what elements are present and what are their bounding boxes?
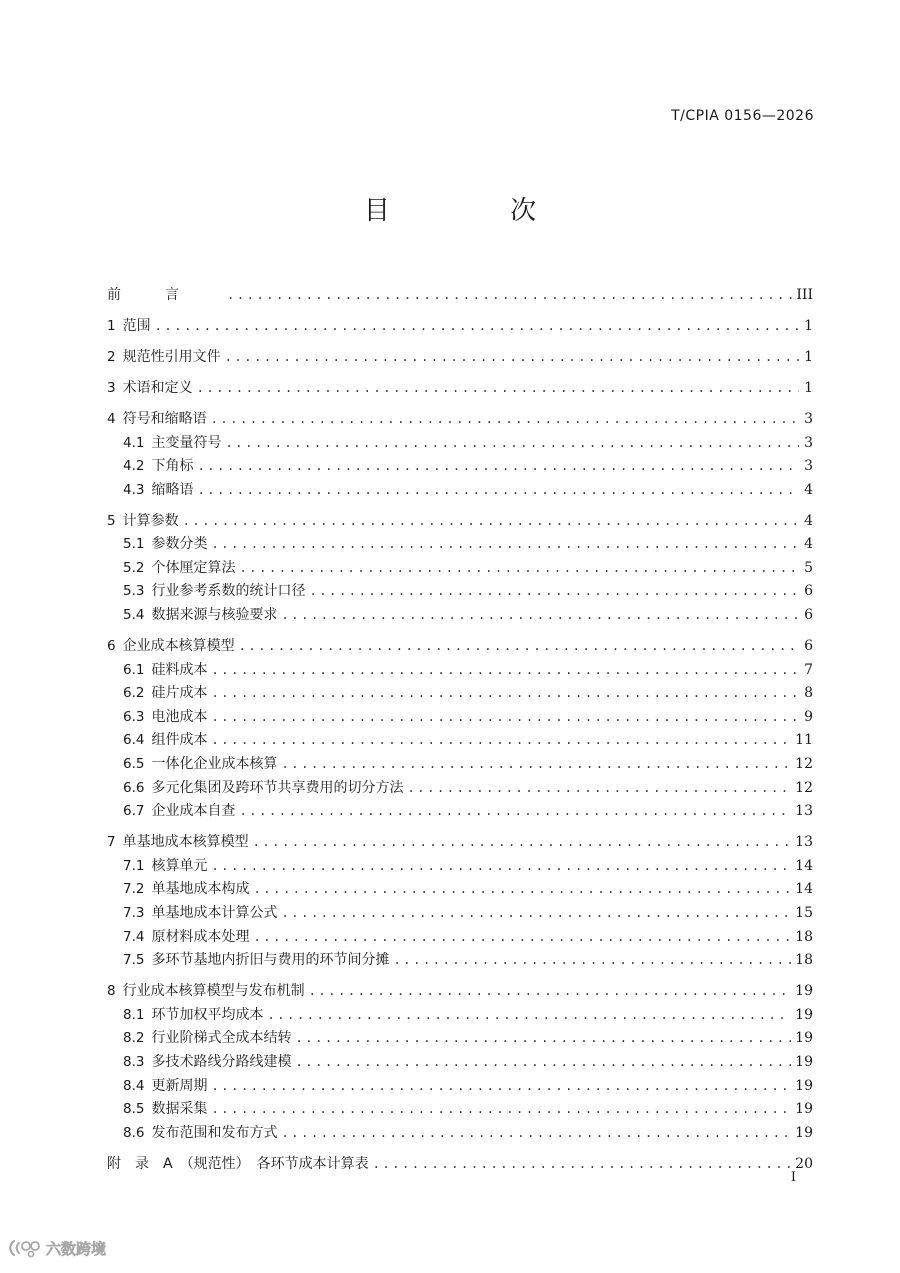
toc-entry-page: 14 [795, 881, 813, 898]
toc-entry[interactable] [107, 949, 813, 973]
toc-dot-leader [197, 455, 799, 479]
toc-entry[interactable] [107, 1122, 813, 1146]
toc-entry[interactable] [107, 284, 813, 308]
toc-entry[interactable] [107, 1004, 813, 1028]
toc-entry-number: 8.5 [123, 1101, 145, 1118]
toc-dot-leader [183, 510, 799, 534]
toc-entry-page: 5 [804, 559, 813, 576]
toc-dot-leader [267, 1004, 791, 1028]
toc-dot-leader [407, 777, 791, 801]
toc-entry-title: 企业成本核算模型 [122, 638, 235, 655]
toc-entry[interactable] [107, 902, 813, 926]
toc-entry-page: 6 [804, 607, 813, 624]
toc-dot-leader [253, 831, 792, 855]
toc-entry-title: 组件成本 [151, 732, 208, 749]
toc-entry-title: 个体厘定算法 [151, 559, 236, 576]
toc-entry-number: 4 [107, 410, 116, 427]
toc-entry-page: 18 [795, 928, 813, 945]
toc-entry-page: 3 [804, 458, 813, 475]
toc-entry[interactable] [107, 557, 813, 581]
toc-entry-title: 主变量符号 [151, 434, 222, 451]
toc-entry-title: 环节加权平均成本 [151, 1006, 264, 1023]
toc-entry-title: 一体化企业成本核算 [151, 756, 278, 773]
toc-entry-title: 行业参考系数的统计口径 [151, 583, 306, 600]
watermark [8, 1237, 106, 1259]
toc-entry-title: 行业成本核算模型与发布机制 [122, 983, 305, 1000]
toc-entry-page: III [796, 287, 813, 303]
toc-dot-leader [239, 635, 799, 659]
toc-dot-leader [211, 855, 791, 879]
toc-entry[interactable] [107, 831, 813, 855]
toc-entry[interactable] [107, 635, 813, 659]
toc-entry-title: 企业成本自查 [151, 803, 236, 820]
toc-entry-title: 发布范围和发布方式 [151, 1124, 278, 1141]
toc-entry-number: 6.6 [123, 779, 145, 796]
toc-entry-title: 单基地成本核算模型 [122, 834, 249, 851]
toc-entry[interactable] [107, 510, 813, 534]
toc-entry[interactable] [107, 408, 813, 432]
toc-entry-title: 数据来源与核验要求 [151, 607, 278, 624]
toc-dot-leader [225, 432, 799, 456]
toc-entry-page: 20 [795, 1155, 813, 1172]
toc-entry-page: 19 [795, 1006, 813, 1023]
toc-entry[interactable] [107, 479, 813, 503]
toc-entry-title: 规范性引用文件 [122, 348, 221, 365]
toc-entry-page: 19 [795, 1101, 813, 1118]
toc-dot-leader [239, 557, 799, 581]
toc-title: 目 次 [363, 196, 593, 226]
toc-entry-page: 12 [795, 779, 813, 796]
toc-entry-title: 硅料成本 [151, 661, 208, 678]
toc-entry-number: 5 [107, 512, 116, 529]
toc-entry-page: 19 [795, 1053, 813, 1070]
toc-dot-leader [227, 284, 792, 308]
toc-dot-leader [211, 533, 799, 557]
toc-entry-number: 7.2 [123, 881, 145, 898]
toc-entry-title: 多技术路线分路线建模 [151, 1053, 292, 1070]
toc-entry[interactable] [107, 926, 813, 950]
toc-entry-number: 8.6 [123, 1124, 145, 1141]
toc-entry[interactable] [107, 315, 813, 339]
toc-entry-page: 19 [795, 1030, 813, 1047]
toc-entry-number: 8.2 [123, 1030, 145, 1047]
toc-entry-page: 6 [804, 638, 813, 655]
toc-entry-title: 原材料成本处理 [151, 928, 250, 945]
toc-entry-page: 12 [795, 756, 813, 773]
toc-entry-title: 范围 [122, 317, 151, 334]
toc-entry-title: 行业阶梯式全成本结转 [151, 1030, 292, 1047]
toc-entry-number: 6.7 [123, 803, 145, 820]
toc-entry[interactable] [107, 1051, 813, 1075]
toc-entry-title: 缩略语 [151, 481, 194, 498]
toc-entry-page: 4 [804, 481, 813, 498]
toc-dot-leader [393, 949, 791, 973]
toc-entry-title: 单基地成本构成 [151, 881, 250, 898]
toc-entry[interactable] [107, 604, 813, 628]
toc-dot-leader [281, 1122, 791, 1146]
toc-dot-leader [281, 902, 791, 926]
toc-entry-title: 符号和缩略语 [122, 410, 207, 427]
toc-dot-leader [211, 1075, 791, 1099]
toc-dot-leader [211, 659, 799, 683]
toc-entry-number: 6.2 [123, 685, 145, 702]
toc-entry-title: 参数分类 [151, 536, 208, 553]
watermark-logo-icon [8, 1237, 42, 1259]
toc-entry-page: 3 [804, 410, 813, 427]
toc-entry-number: 2 [107, 348, 116, 365]
toc-dot-leader [197, 479, 799, 503]
toc-entry-number: 4.2 [123, 458, 145, 475]
toc-entry-number: 5.2 [123, 559, 145, 576]
toc-entry-number: 3 [107, 379, 116, 396]
toc-dot-leader [211, 706, 799, 730]
toc-entry-page: 15 [795, 904, 813, 921]
toc-entry[interactable] [107, 706, 813, 730]
toc-entry-page: 7 [804, 661, 813, 678]
toc-dot-leader [281, 604, 799, 628]
toc-entry-page: 18 [795, 952, 813, 969]
toc-entry-number: 1 [107, 317, 116, 334]
toc-entry[interactable] [107, 980, 813, 1004]
toc-entry-page: 11 [795, 732, 813, 749]
toc-dot-leader [295, 1051, 791, 1075]
toc-entry[interactable] [107, 1153, 813, 1177]
toc-entry-page: 6 [804, 583, 813, 600]
toc-entry-page: 3 [804, 434, 813, 451]
toc-entry-number: 8 [107, 983, 116, 1000]
toc-entry-number: 5.3 [123, 583, 145, 600]
toc-entry-number: 6 [107, 638, 116, 655]
toc-entry[interactable] [107, 346, 813, 370]
toc-entry-number: 8.4 [123, 1077, 145, 1094]
toc-entry-page: 13 [795, 803, 813, 820]
toc-entry-number: 5.4 [123, 607, 145, 624]
toc-entry-title: 单基地成本计算公式 [151, 904, 278, 921]
toc-dot-leader [309, 980, 792, 1004]
toc-entry[interactable] [107, 855, 813, 879]
toc-entry-number: 7.1 [123, 857, 145, 874]
toc-entry-page: 9 [804, 708, 813, 725]
toc-entry-number: 7.3 [123, 904, 145, 921]
toc-entry-number: 6.1 [123, 661, 145, 678]
toc-entry-page: 19 [795, 1124, 813, 1141]
toc-dot-leader [309, 580, 799, 604]
toc-entry-title: 硅片成本 [151, 685, 208, 702]
toc-dot-leader [211, 408, 799, 432]
toc-dot-leader [239, 800, 791, 824]
toc-dot-leader [225, 346, 799, 370]
toc-entry-number: 6.3 [123, 708, 145, 725]
toc-entry-number: 7 [107, 834, 116, 851]
toc-entry-title: 下角标 [151, 458, 194, 475]
toc-dot-leader [253, 878, 791, 902]
toc-entry[interactable] [107, 878, 813, 902]
toc-entry[interactable] [107, 1098, 813, 1122]
toc-entry[interactable] [107, 729, 813, 753]
toc-entry-number: 7.4 [123, 928, 145, 945]
toc-entry-number: 7.5 [123, 952, 145, 969]
toc-entry-title: 前言 [107, 287, 223, 303]
doc-code: T/CPIA 0156—2026 [671, 108, 814, 124]
toc-entry-page: 1 [804, 317, 813, 334]
toc-entry-page: 1 [804, 348, 813, 365]
toc-entry[interactable] [107, 1027, 813, 1051]
toc-entry-page: 1 [804, 379, 813, 396]
toc-entry[interactable] [107, 455, 813, 479]
toc-dot-leader [211, 682, 799, 706]
toc-entry-title: 附 录 A （规范性） 各环节成本计算表 [107, 1155, 369, 1172]
toc-entry-number: 4.1 [123, 434, 145, 451]
toc-entry-title: 数据采集 [151, 1101, 208, 1118]
toc-dot-leader [211, 1098, 791, 1122]
toc-entry-title: 多元化集团及跨环节共享费用的切分方法 [151, 779, 404, 796]
toc-entry-page: 4 [804, 512, 813, 529]
toc-entry[interactable] [107, 682, 813, 706]
toc-entry-number: 8.3 [123, 1053, 145, 1070]
toc-dot-leader [211, 729, 791, 753]
toc-entry[interactable] [107, 580, 813, 604]
toc-entry[interactable] [107, 533, 813, 557]
toc-entry[interactable] [107, 753, 813, 777]
toc-entry-page: 19 [795, 983, 813, 1000]
toc-dot-leader [197, 377, 799, 401]
toc-entry[interactable] [107, 659, 813, 683]
toc-entry[interactable] [107, 777, 813, 801]
toc-entry-title: 更新周期 [151, 1077, 208, 1094]
watermark-text: 六数跨境 [46, 1239, 107, 1258]
table-of-contents [107, 284, 813, 1176]
toc-entry-title: 术语和定义 [122, 379, 193, 396]
toc-entry-title: 多环节基地内折旧与费用的环节间分摊 [151, 952, 390, 969]
toc-entry-page: 4 [804, 536, 813, 553]
toc-entry-page: 13 [795, 834, 813, 851]
toc-dot-leader [295, 1027, 791, 1051]
toc-entry-number: 4.3 [123, 481, 145, 498]
toc-entry-number: 6.5 [123, 756, 145, 773]
toc-entry[interactable] [107, 800, 813, 824]
toc-entry-number: 8.1 [123, 1006, 145, 1023]
toc-dot-leader [155, 315, 799, 339]
toc-entry-page: 14 [795, 857, 813, 874]
toc-entry-title: 核算单元 [151, 857, 208, 874]
toc-entry-number: 5.1 [123, 536, 145, 553]
toc-entry-page: 8 [804, 685, 813, 702]
toc-entry-title: 电池成本 [151, 708, 208, 725]
toc-entry[interactable] [107, 377, 813, 401]
toc-entry[interactable] [107, 432, 813, 456]
toc-dot-leader [281, 753, 791, 777]
toc-dot-leader [373, 1153, 792, 1177]
toc-entry-page: 19 [795, 1077, 813, 1094]
toc-entry-title: 计算参数 [122, 512, 179, 529]
page-number: I [790, 1170, 796, 1185]
toc-entry-number: 6.4 [123, 732, 145, 749]
toc-dot-leader [253, 926, 791, 950]
toc-entry[interactable] [107, 1075, 813, 1099]
